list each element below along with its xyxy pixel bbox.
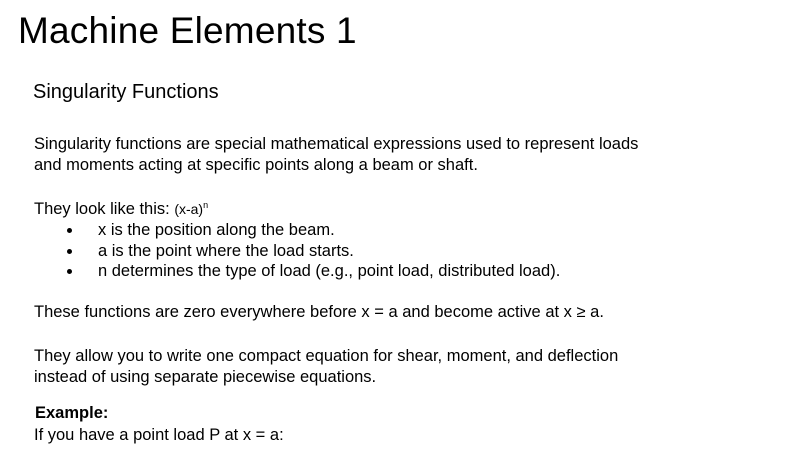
section-heading: Singularity Functions bbox=[33, 81, 219, 103]
example-heading: Example: bbox=[35, 404, 109, 422]
allow-paragraph bbox=[34, 346, 618, 388]
bullet-icon bbox=[67, 249, 72, 254]
bullet-icon bbox=[67, 228, 72, 233]
list-item bbox=[34, 220, 560, 241]
example-text: If you have a point load P at x = a: bbox=[34, 426, 284, 444]
look-like-prefix: They look like this: bbox=[34, 200, 175, 218]
look-like-line bbox=[34, 199, 208, 220]
intro-line-2: and moments acting at specific points along a beam or shaft. bbox=[34, 156, 478, 174]
bullet-text: n determines the type of load (e.g., point load, distributed load). bbox=[98, 262, 561, 280]
intro-paragraph bbox=[34, 134, 638, 176]
page-title: Machine Elements 1 bbox=[18, 10, 357, 51]
bullet-text: x is the position along the beam. bbox=[98, 221, 335, 239]
look-like-expression: (x-a) bbox=[174, 201, 204, 217]
look-like-exponent: n bbox=[203, 200, 209, 210]
zero-paragraph: These functions are zero everywhere before x = a and become active at x ≥ a. bbox=[34, 303, 604, 321]
list-item bbox=[34, 241, 560, 262]
bullet-text: a is the point where the load starts. bbox=[98, 241, 354, 260]
allow-line-1: They allow you to write one compact equation for shear, moment, and deflection bbox=[34, 347, 619, 365]
allow-line-2: instead of using separate piecewise equations. bbox=[34, 368, 377, 386]
list-item bbox=[34, 261, 560, 282]
variable-bullet-list bbox=[34, 220, 560, 282]
intro-line-1: Singularity functions are special mathematical expressions used to represent loads bbox=[34, 135, 639, 153]
bullet-icon bbox=[67, 269, 72, 274]
